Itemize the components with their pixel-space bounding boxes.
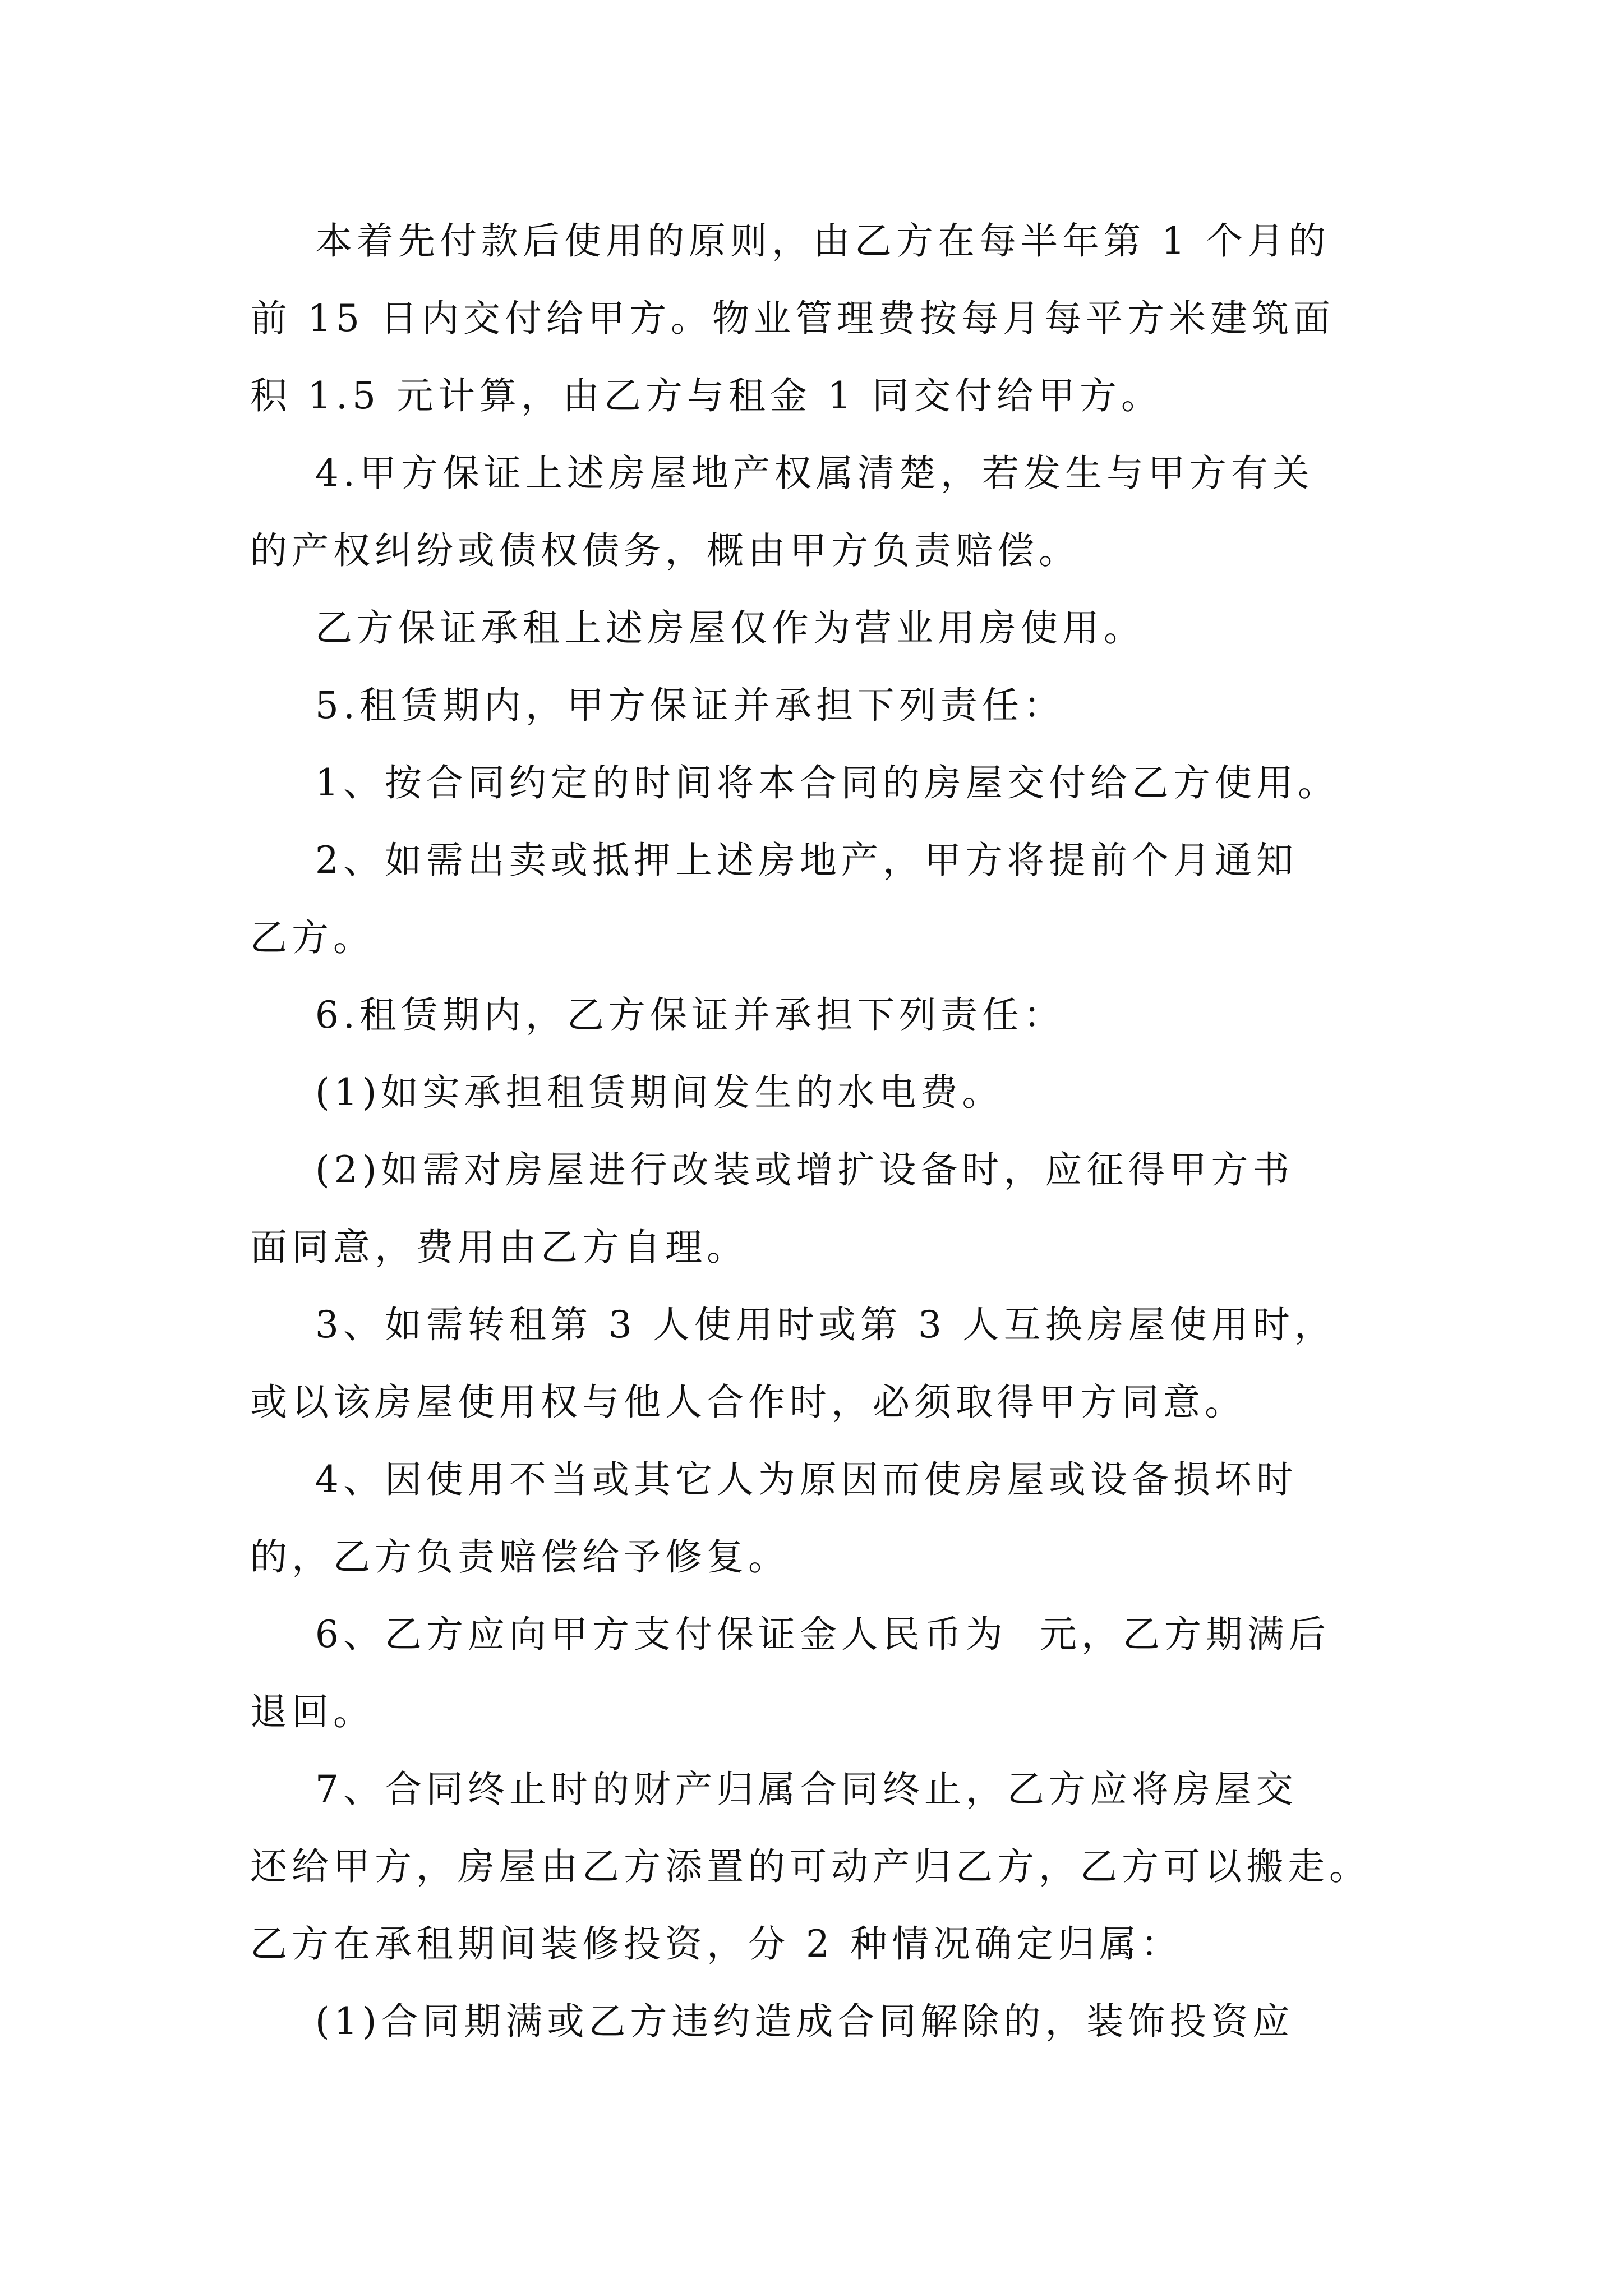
text-line: 6.租赁期内，乙方保证并承担下列责任： [250, 993, 1065, 1037]
text-line: (2)如需对房屋进行改装或增扩设备时，应征得甲方书 [250, 1148, 1294, 1191]
text-line: 本着先付款后使用的原则，由乙方在每半年第 1 个月的 [250, 219, 1330, 263]
text-line: 4.甲方保证上述房屋地产权属清楚，若发生与甲方有关 [250, 452, 1314, 495]
text-line: 4、因使用不当或其它人为原因而使房屋或设备损坏时 [250, 1458, 1298, 1501]
text-line: 前 15 日内交付给甲方。物业管理费按每月每平方米建筑面 [250, 297, 1335, 340]
text-line: 退回。 [250, 1690, 375, 1733]
text-line: 5.租赁期内，甲方保证并承担下列责任： [250, 684, 1065, 727]
text-line: 乙方。 [250, 916, 375, 959]
text-line: 7、合同终止时的财产归属合同终止，乙方应将房屋交 [250, 1768, 1298, 1811]
text-line: 3、如需转租第 3 人使用时或第 3 人互换房屋使用时， [250, 1303, 1336, 1346]
text-line: 的产权纠纷或债权债务，概由甲方负责赔偿。 [250, 529, 1080, 572]
text-line: (1)如实承担租赁期间发生的水电费。 [250, 1071, 1004, 1114]
text-line: 还给甲方，房屋由乙方添置的可动产归乙方，乙方可以搬走。 [250, 1845, 1371, 1888]
text-line: 积 1.5 元计算，由乙方与租金 1 同交付给甲方。 [250, 374, 1163, 417]
text-line: 乙方保证承租上述房屋仅作为营业用房使用。 [250, 606, 1145, 650]
text-line: 乙方在承租期间装修投资，分 2 种情况确定归属： [250, 1922, 1182, 1966]
text-line: 面同意，费用由乙方自理。 [250, 1226, 748, 1269]
text-line: (1)合同期满或乙方违约造成合同解除的，装饰投资应 [250, 2000, 1294, 2043]
text-line: 1、按合同约定的时间将本合同的房屋交付给乙方使用。 [250, 761, 1339, 804]
text-line: 2、如需出卖或抵押上述房地产，甲方将提前个月通知 [250, 839, 1298, 882]
text-line: 的，乙方负责赔偿给予修复。 [250, 1535, 790, 1579]
text-line: 6、乙方应向甲方支付保证金人民币为 元，乙方期满后 [250, 1613, 1330, 1656]
text-line: 或以该房屋使用权与他人合作时，必须取得甲方同意。 [250, 1381, 1246, 1424]
